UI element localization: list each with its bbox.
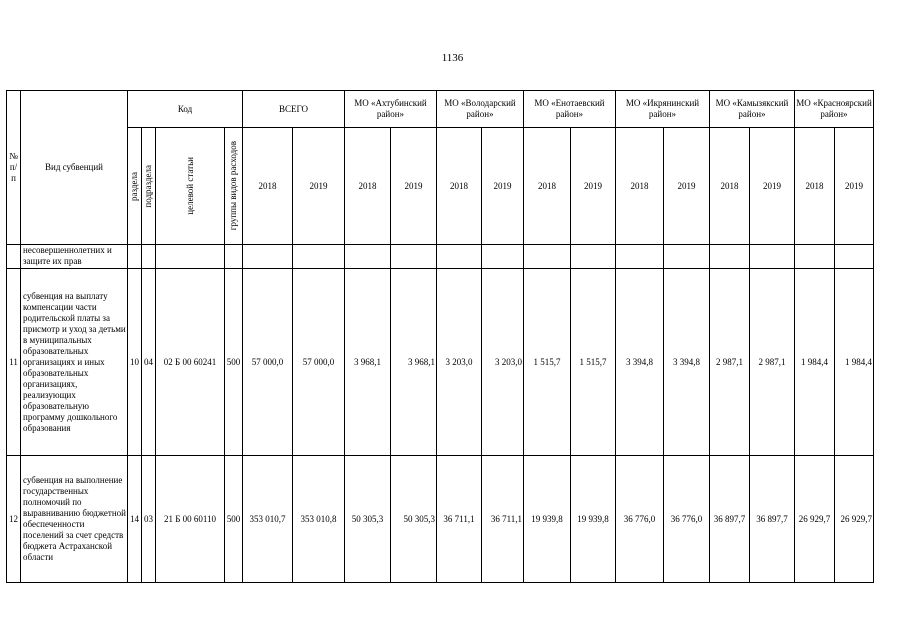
table-row <box>7 269 874 456</box>
value-cell: 19 939,8 <box>524 456 571 583</box>
value-cell: 2 987,1 <box>750 269 795 456</box>
group-code: 500 <box>225 456 243 583</box>
subsidy-kind: субвенция на выплату компенсации части родительской платы за присмотр и уход за детьми в муниципальных образовательных организациях и иных образовательных организациях, реализующих образовательную программу дошкольного образования <box>21 269 128 456</box>
continuation-row <box>7 245 874 269</box>
value-cell: 2 987,1 <box>710 269 750 456</box>
row-number: 12 <box>7 456 21 583</box>
value-cell: 26 929,7 <box>835 456 874 583</box>
value-cell: 3 394,8 <box>664 269 710 456</box>
header-row-top <box>7 91 874 128</box>
year-2018: 2018 <box>345 128 391 245</box>
value-cell: 3 968,1 <box>345 269 391 456</box>
value-cell: 1 984,4 <box>795 269 835 456</box>
subsidy-table <box>6 90 874 583</box>
value-cell: 3 968,1 <box>391 269 437 456</box>
value-cell: 3 394,8 <box>616 269 664 456</box>
district-header: МО «Ахтубинский район» <box>345 91 437 128</box>
value-cell: 50 305,3 <box>345 456 391 583</box>
total-header: ВСЕГО <box>243 91 345 128</box>
value-cell: 3 203,0 <box>482 269 524 456</box>
section-code: 10 <box>128 269 142 456</box>
header-row-bottom <box>7 128 874 245</box>
year-2018: 2018 <box>437 128 482 245</box>
year-2019: 2019 <box>293 128 345 245</box>
row-number: 11 <box>7 269 21 456</box>
code-col-subsection: подраздела <box>142 128 156 245</box>
value-cell: 36 711,1 <box>482 456 524 583</box>
code-header: Код <box>128 91 243 128</box>
section-code: 14 <box>128 456 142 583</box>
district-header: МО «Володарский район» <box>437 91 524 128</box>
value-cell: 36 776,0 <box>616 456 664 583</box>
subsection-code: 03 <box>142 456 156 583</box>
num-header: № п/п <box>7 91 21 245</box>
year-2018: 2018 <box>795 128 835 245</box>
code-col-section: раздела <box>128 128 142 245</box>
year-2019: 2019 <box>391 128 437 245</box>
value-cell: 36 897,7 <box>750 456 795 583</box>
district-header: МО «Икрянинский район» <box>616 91 710 128</box>
subsidy-kind: субвенция на выполнение государственных полномочий по выравниванию бюджетной обеспеченности поселений за счет средств бюджета Астраханской области <box>21 456 128 583</box>
year-2018: 2018 <box>710 128 750 245</box>
district-header: МО «Енотаевский район» <box>524 91 616 128</box>
year-2019: 2019 <box>750 128 795 245</box>
page-number: 1136 <box>441 52 464 64</box>
value-cell: 26 929,7 <box>795 456 835 583</box>
year-2019: 2019 <box>571 128 616 245</box>
code-col-target: целевой статьи <box>156 128 225 245</box>
value-cell: 19 939,8 <box>571 456 616 583</box>
value-cell: 57 000,0 <box>243 269 293 456</box>
code-col-group: группы видов расходов <box>225 128 243 245</box>
year-2019: 2019 <box>835 128 874 245</box>
table-row <box>7 456 874 583</box>
value-cell: 36 776,0 <box>664 456 710 583</box>
value-cell: 3 203,0 <box>437 269 482 456</box>
year-2018: 2018 <box>524 128 571 245</box>
subsection-code: 04 <box>142 269 156 456</box>
value-cell: 1 515,7 <box>524 269 571 456</box>
kind-header: Вид субвенций <box>21 91 128 245</box>
value-cell: 1 984,4 <box>835 269 874 456</box>
value-cell: 1 515,7 <box>571 269 616 456</box>
year-2019: 2019 <box>664 128 710 245</box>
value-cell: 36 711,1 <box>437 456 482 583</box>
year-2018: 2018 <box>616 128 664 245</box>
group-code: 500 <box>225 269 243 456</box>
value-cell: 36 897,7 <box>710 456 750 583</box>
value-cell: 353 010,7 <box>243 456 293 583</box>
continuation-text: несовершеннолетних и защите их прав <box>21 245 128 269</box>
year-2019: 2019 <box>482 128 524 245</box>
target-code: 21 Б 00 60110 <box>156 456 225 583</box>
value-cell: 57 000,0 <box>293 269 345 456</box>
value-cell: 353 010,8 <box>293 456 345 583</box>
value-cell: 50 305,3 <box>391 456 437 583</box>
district-header: МО «Камызякский район» <box>710 91 795 128</box>
year-2018: 2018 <box>243 128 293 245</box>
target-code: 02 Б 00 60241 <box>156 269 225 456</box>
district-header: МО «Красноярский район» <box>795 91 874 128</box>
